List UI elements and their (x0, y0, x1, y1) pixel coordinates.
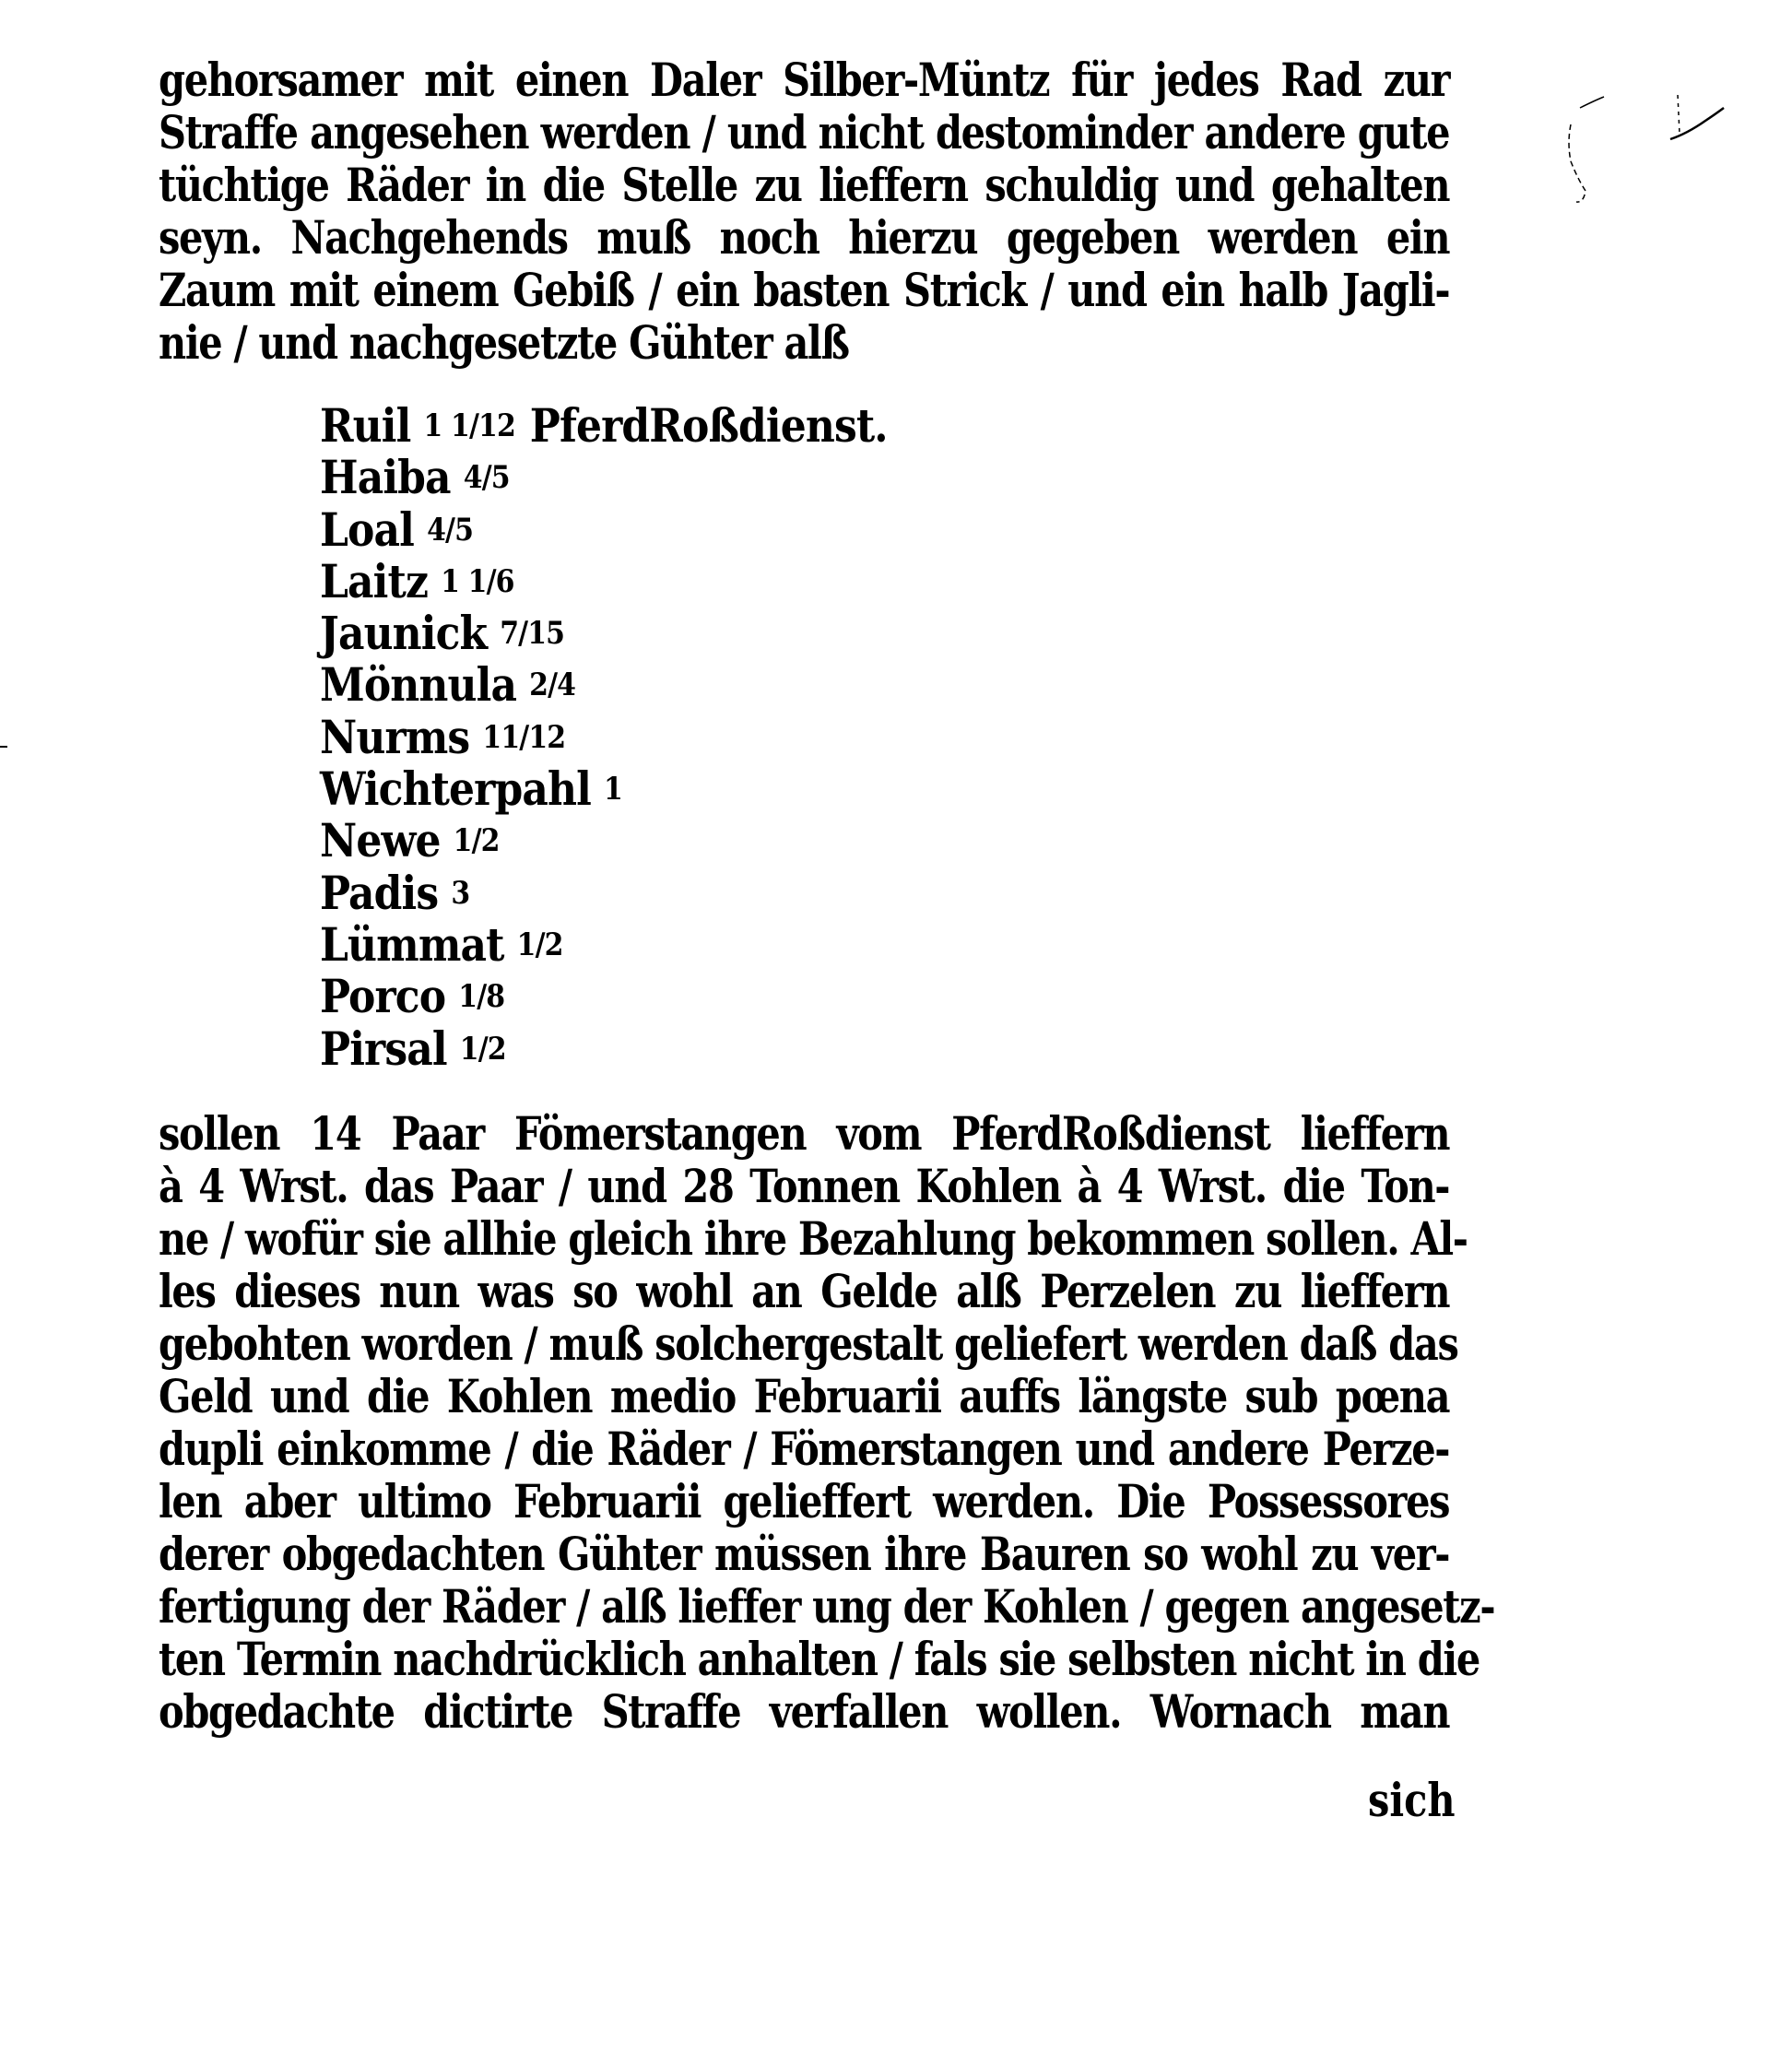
list-item (320, 865, 888, 922)
text-line: obgedachte dictirte Straffe verfallen wollen. Wornach man (159, 1684, 1450, 1739)
top-paragraph (159, 53, 1450, 372)
text-line: seyn. Nachgehends muß noch hierzu gegeben werden ein (159, 210, 1450, 265)
estate-quantity: 1 1/6 (441, 562, 514, 600)
catchword: sich (1368, 1773, 1456, 1827)
unit-label: PferdRoßdienst. (529, 398, 888, 453)
estate-name: Pirsal (320, 1021, 447, 1076)
text-line: tüchtige Räder in die Stelle zu lieffern schuldig und gehalten (159, 158, 1450, 212)
estate-name: Ruil (320, 398, 411, 453)
estate-name: Loal (320, 502, 414, 557)
list-item (320, 502, 888, 559)
text-line: Straffe angesehen werden / und nicht destominder andere gute (159, 105, 1450, 159)
text-line: ne / wofür sie allhie gleich ihre Bezahlung bekommen sollen. Al- (159, 1211, 1468, 1266)
estate-name: Mönnula (320, 657, 517, 713)
estate-quantity: 11/12 (482, 718, 566, 756)
list-item (320, 398, 888, 454)
estate-quantity: 1/2 (459, 1030, 506, 1068)
list-item (320, 916, 888, 974)
text-line: Geld und die Kohlen medio Februarii auffs längste sub pœna (159, 1369, 1450, 1423)
estate-quantity: 1 1/12 (423, 407, 515, 444)
estate-name: Newe (320, 813, 441, 868)
list-item (320, 553, 888, 610)
list-item (320, 1021, 888, 1078)
estate-quantity: 4/5 (463, 459, 510, 497)
text-line: Zaum mit einem Gebiß / ein basten Strick / und ein halb Jagli- (159, 263, 1450, 317)
estate-quantity: 1/8 (458, 978, 505, 1016)
text-line: à 4 Wrst. das Paar / und 28 Tonnen Kohlen à 4 Wrst. die Ton- (159, 1159, 1450, 1213)
estate-name: Padis (320, 865, 439, 920)
text-line: nie / und nachgesetzte Gühter alß (159, 315, 849, 370)
estate-quantity: 4/5 (427, 511, 474, 549)
text-line: gehorsamer mit einen Daler Silber-Müntz für jedes Rad zur (159, 53, 1450, 107)
estate-name: Laitz (320, 553, 429, 608)
list-item (320, 709, 888, 766)
list-item (320, 606, 888, 662)
text-line: dupli einkomme / die Räder / Fömerstangen und andere Perze- (159, 1422, 1450, 1476)
estate-quantity: 1/2 (516, 926, 563, 963)
estate-quantity: 2/4 (529, 667, 576, 704)
bottom-paragraph (159, 1106, 1495, 1741)
estate-quantity: 7/15 (500, 615, 565, 653)
estate-quantity: 1 (604, 771, 622, 808)
handwritten-marginalia (1558, 88, 1742, 207)
estate-quantity: 1/2 (453, 822, 500, 860)
text-line: les dieses nun was so wohl an Gelde alß Perzelen zu lieffern (159, 1264, 1450, 1318)
estates-list (320, 398, 965, 1078)
list-item (320, 657, 888, 714)
estate-name: Porco (320, 969, 446, 1024)
text-line: ten Termin nachdrücklich anhalten / fals sie selbsten nicht in die (159, 1632, 1480, 1686)
list-item (320, 813, 888, 869)
estate-quantity: 3 (451, 874, 470, 912)
text-line: fertigung der Räder / alß lieffer ung der Kohlen / gegen angesetz- (159, 1579, 1495, 1634)
estate-name: Lümmat (320, 916, 504, 972)
estate-name: Jaunick (320, 606, 488, 661)
estate-name: Nurms (320, 709, 470, 764)
text-line: len aber ultimo Februarii gelieffert werden. Die Possessores (159, 1474, 1450, 1528)
scan-edge-mark (0, 746, 7, 748)
list-item (320, 450, 888, 506)
text-line: sollen 14 Paar Fömerstangen vom PferdRoßdienst lieffern (159, 1106, 1450, 1161)
list-item (320, 761, 888, 818)
list-item (320, 969, 888, 1025)
text-line: gebohten worden / muß solchergestalt geliefert werden daß das (159, 1316, 1458, 1371)
estate-name: Wichterpahl (320, 761, 591, 817)
text-line: derer obgedachten Gühter müssen ihre Bauren so wohl zu ver- (159, 1527, 1450, 1581)
estate-name: Haiba (320, 450, 451, 505)
